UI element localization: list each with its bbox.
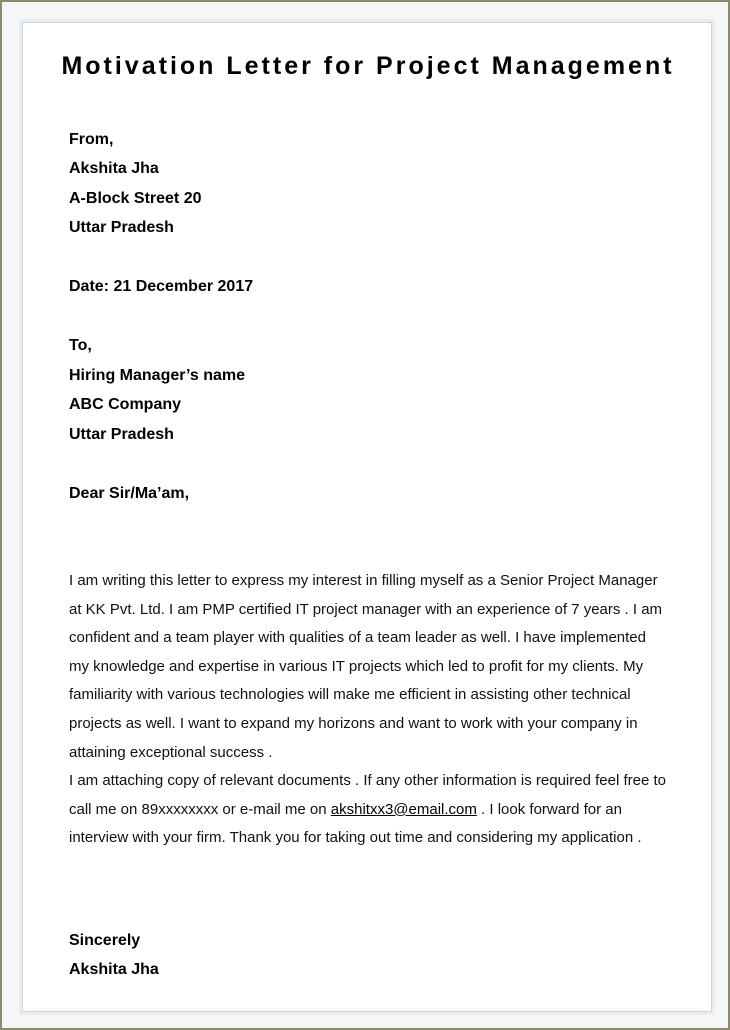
signature-name: Akshita Jha xyxy=(69,961,159,978)
body-paragraph-2 xyxy=(69,767,669,853)
page-title: Motivation Letter for Project Management xyxy=(61,52,675,80)
body-paragraph-1: I am writing this letter to express my interest in filling myself as a Senior Project Manager at KK Pvt. Ltd. I am PMP certified IT project manager with an experience of 7 years . I am confident and a team player with qualities of a team leader as well. I have implemented my knowledge and expertise in various IT projects which led to profit for my clients. My familiarity with various technologies will make me efficient in assisting other technical projects as well. I want to expand my horizons and want to work with your company in attaining exceptional success . xyxy=(69,572,663,761)
letter-date: Date: 21 December 2017 xyxy=(69,278,254,295)
recipient-company: ABC Company xyxy=(69,396,182,413)
recipient-name: Hiring Manager’s name xyxy=(69,367,246,384)
sender-street: A-Block Street 20 xyxy=(69,190,202,207)
salutation: Dear Sir/Ma’am, xyxy=(69,485,190,502)
to-label: To, xyxy=(69,337,92,354)
valediction: Sincerely xyxy=(69,932,141,949)
from-label: From, xyxy=(69,131,114,148)
sender-name: Akshita Jha xyxy=(69,160,159,177)
body-paragraph-2-start: I am attaching copy of relevant documents . If any other information is required feel free to call me on 89xxxxxxxx or e-mail me on xyxy=(69,772,666,818)
email-link[interactable]: akshitxx3@email.com xyxy=(330,800,477,818)
letter-body xyxy=(69,567,669,853)
recipient-state: Uttar Pradesh xyxy=(69,426,174,443)
letter-page xyxy=(22,22,712,1012)
sender-state: Uttar Pradesh xyxy=(69,219,174,236)
body-paragraph-2-end: . I look forward for an interview with your firm. Thank you for taking out time and considering my application . xyxy=(69,800,642,847)
